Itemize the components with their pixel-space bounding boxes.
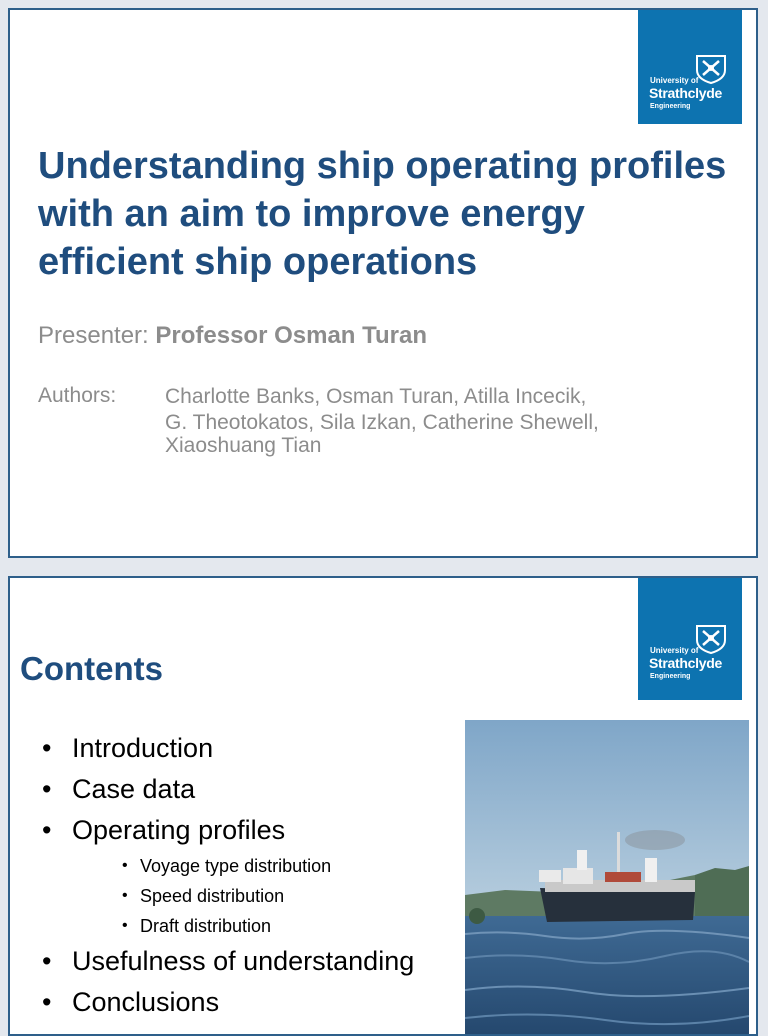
logo-strathclyde: Strathclyde [649, 655, 722, 671]
sub-list [72, 851, 468, 941]
list-item: • Conclusions [38, 982, 468, 1023]
slide-title: Contents [20, 650, 163, 687]
authors-line: Charlotte Banks, Osman Turan, Atilla Incecik, [165, 385, 587, 408]
logo-strathclyde: Strathclyde [649, 85, 722, 101]
list-item: • Case data [38, 769, 468, 810]
list-item [38, 810, 468, 941]
slide-title: Understanding ship operating profiles with an aim to improve energy efficient ship operations [38, 145, 727, 283]
logo-university-of: University of [650, 646, 699, 655]
list-item: • Introduction [38, 728, 468, 769]
strathclyde-logo [638, 8, 742, 124]
ship-photo [465, 720, 749, 1036]
strathclyde-logo [638, 578, 742, 700]
authors-line: G. Theotokatos, Sila Izkan, Catherine Shewell, [165, 411, 599, 434]
crest-icon [694, 52, 728, 84]
sub-list-item: • Voyage type distribution [72, 851, 468, 881]
authors-line: Xiaoshuang Tian [165, 434, 322, 457]
sub-list-item: • Speed distribution [72, 881, 468, 911]
list-item-label: Operating profiles [72, 815, 286, 845]
list-item: • Usefulness of understanding [38, 941, 468, 982]
title-slide [8, 8, 758, 558]
authors-list [165, 384, 705, 456]
crest-icon [694, 622, 728, 654]
logo-university-of: University of [650, 76, 699, 85]
authors-label: Authors: [38, 384, 117, 407]
sub-list-item: • Draft distribution [72, 911, 468, 941]
contents-slide [8, 576, 758, 1036]
contents-list [38, 728, 468, 1023]
presenter-name: Professor Osman Turan [155, 322, 428, 349]
presenter-line [38, 322, 427, 350]
presenter-label: Presenter: [38, 322, 156, 349]
logo-engineering: Engineering [650, 103, 691, 110]
logo-engineering: Engineering [650, 673, 691, 680]
